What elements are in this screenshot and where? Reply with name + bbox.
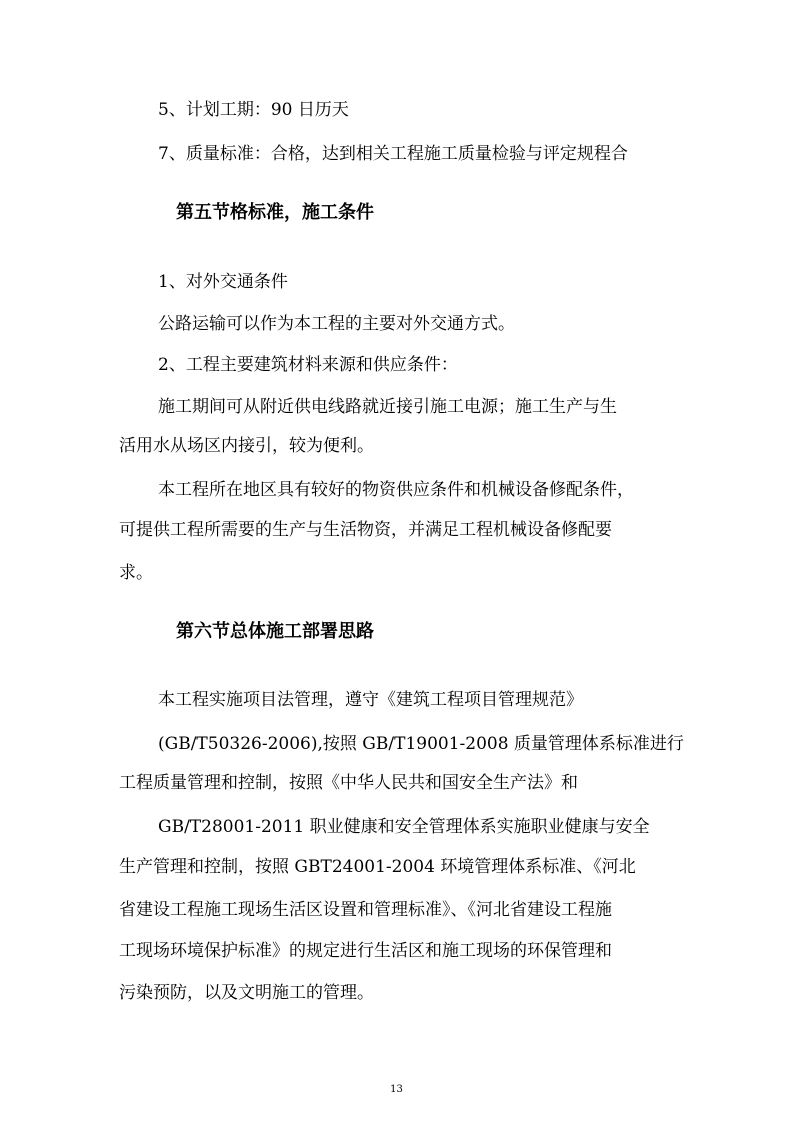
page-number: 13 [390, 1084, 403, 1095]
section6-heading: 第六节总体施工部署思路 [176, 621, 374, 642]
section5-line-8: 求。 [119, 563, 153, 583]
section6-line-8: 污染预防，以及文明施工的管理。 [119, 983, 374, 1003]
section5-line-7: 可提供工程所需要的生产与生活物资，并满足工程机械设备修配要 [119, 520, 612, 540]
section6-line-2: (GB/T50326-2006),按照 GB/T19001-2008 质量管理体系标准进行 [158, 734, 684, 754]
section6-line-3: 工程质量管理和控制，按照《中华人民共和国安全生产法》和 [119, 773, 578, 793]
section5-line-5: 活用水从场区内接引，较为便利。 [119, 436, 374, 456]
section5-line-6: 本工程所在地区具有较好的物资供应条件和机械设备修配条件， [158, 480, 634, 500]
section5-line-1: 1、对外交通条件 [158, 272, 288, 292]
section6-line-1: 本工程实施项目法管理，遵守《建筑工程项目管理规范》 [158, 690, 583, 710]
section5-heading: 第五节格标准，施工条件 [176, 202, 374, 223]
section6-line-4: GB/T28001-2011 职业健康和安全管理体系实施职业健康与安全 [158, 817, 650, 837]
quality-standard-line: 7、质量标准：合格，达到相关工程施工质量检验与评定规程合 [158, 144, 628, 164]
section6-line-5: 生产管理和控制，按照 GBT24001-2004 环境管理体系标准、《河北 [119, 857, 636, 877]
section5-line-3: 2、工程主要建筑材料来源和供应条件： [158, 355, 458, 375]
section6-line-7: 工现场环境保护标准》的规定进行生活区和施工现场的环保管理和 [119, 941, 612, 961]
section6-line-6: 省建设工程施工现场生活区设置和管理标准》、《河北省建设工程施 [119, 900, 612, 920]
schedule-line: 5、计划工期：90 日历天 [158, 100, 349, 120]
section5-line-4: 施工期间可从附近供电线路就近接引施工电源；施工生产与生 [158, 397, 617, 417]
section5-line-2: 公路运输可以作为本工程的主要对外交通方式。 [158, 314, 515, 334]
